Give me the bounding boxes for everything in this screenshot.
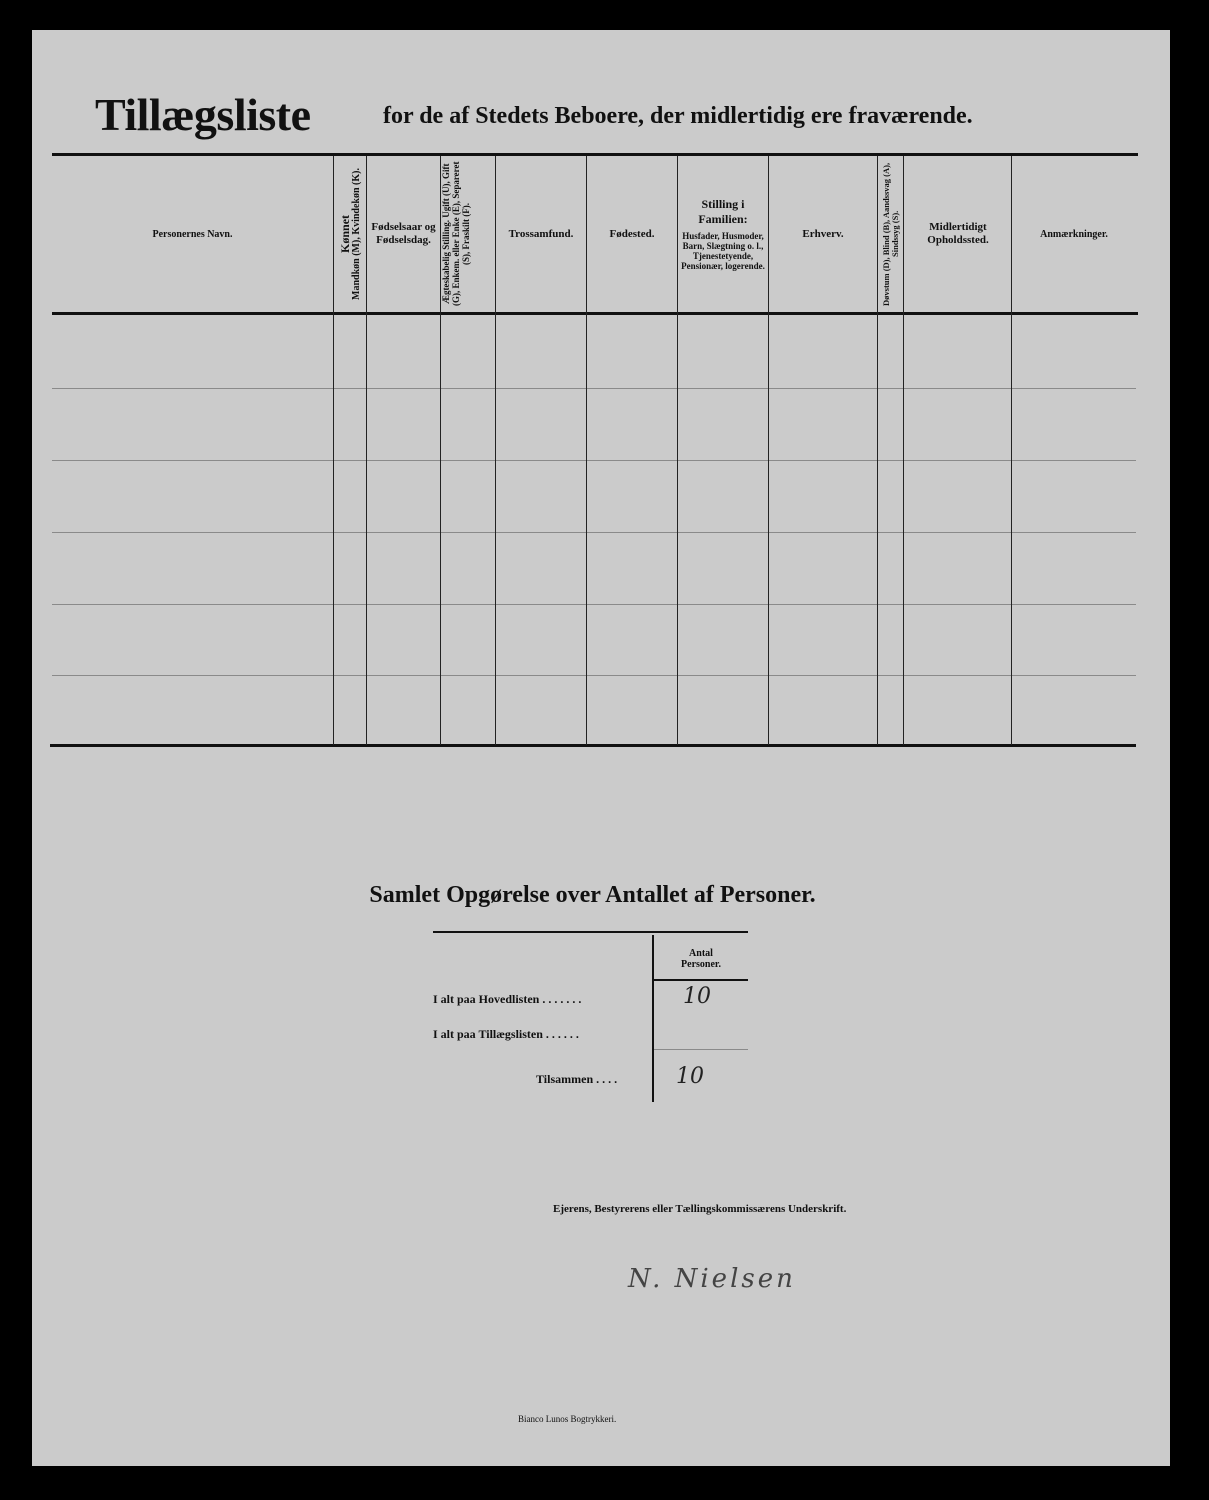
summary-column-header: Antal Personer. — [681, 948, 721, 970]
row-divider — [52, 460, 1136, 461]
col-header-marital-sub: Ugift (U), Gift (G), Enkem. eller Enke (E), Separeret (S), Fraskilt (F). — [441, 161, 471, 307]
signature-label: Ejerens, Bestyrerens eller Tællingskommissærens Underskrift. — [553, 1203, 847, 1215]
summary-label-main-list: I alt paa Hovedlisten . . . . . . . — [433, 992, 582, 1006]
col-header-marital-label: Ægteskabelig Stilling. — [441, 220, 451, 305]
summary-value-total: 10 — [676, 1064, 704, 1089]
col-header-disability — [878, 158, 903, 310]
summary-top-rule — [433, 931, 748, 933]
col-header-religion: Trossamfund. — [508, 227, 574, 240]
summary-title: Samlet Opgørelse over Antallet af Personer. — [369, 882, 816, 908]
col-header-family-sub: Husfader, Husmoder, Barn, Slægtning o. l., Tjenestetyende, Pensionær, logerende. — [681, 231, 765, 271]
col-header-family-label: Stilling i Familien: — [698, 197, 748, 226]
col-header-family-position — [680, 156, 766, 312]
col-header-occupation: Erhverv. — [802, 227, 844, 240]
col-header-sex-label: Kønnet — [337, 215, 352, 254]
summary-label-supplement-list: I alt paa Tillægslisten . . . . . . — [433, 1027, 579, 1041]
row-divider — [52, 604, 1136, 605]
row-divider — [52, 532, 1136, 533]
summary-total-rule — [654, 1049, 748, 1050]
column-divider — [903, 156, 904, 745]
col-header-sex-sub: Mandkøn (M), Kvindekøn (K). — [350, 168, 362, 300]
form-subtitle — [383, 103, 973, 130]
col-header-disability-label: Døvstum (D), Blind (B), Aandssvag (A), Sindssyg (S). — [880, 162, 900, 306]
form-title: Tillægsliste — [95, 89, 311, 140]
summary-column-divider — [652, 935, 654, 1102]
row-divider — [52, 388, 1136, 389]
summary-header-rule — [654, 979, 748, 981]
col-header-birthplace: Fødested. — [609, 227, 655, 240]
table-bottom-rule — [50, 744, 1136, 747]
col-header-sex — [334, 158, 366, 310]
header-rule — [52, 312, 1138, 315]
subtitle-text: for de af Stedets Beboere, der midlertidig ere — [383, 103, 843, 129]
col-header-birth: Fødselsaar og Fødselsdag. — [371, 221, 436, 246]
column-divider — [677, 156, 678, 745]
subtitle-emphasis: fraværende. — [848, 103, 973, 129]
row-divider — [52, 675, 1136, 676]
col-header-remarks: Anmærkninger. — [1040, 228, 1108, 240]
signature: N. Nielsen — [628, 1264, 796, 1294]
col-header-name: Personernes Navn. — [152, 228, 233, 240]
summary-value-main-list: 10 — [683, 984, 711, 1009]
col-header-marital — [441, 158, 495, 310]
printer-imprint: Bianco Lunos Bogtrykkeri. — [518, 1414, 617, 1424]
col-header-temp-residence: Midlertidigt Opholdssted. — [927, 221, 989, 246]
summary-label-total: Tilsammen . . . . — [536, 1072, 618, 1086]
